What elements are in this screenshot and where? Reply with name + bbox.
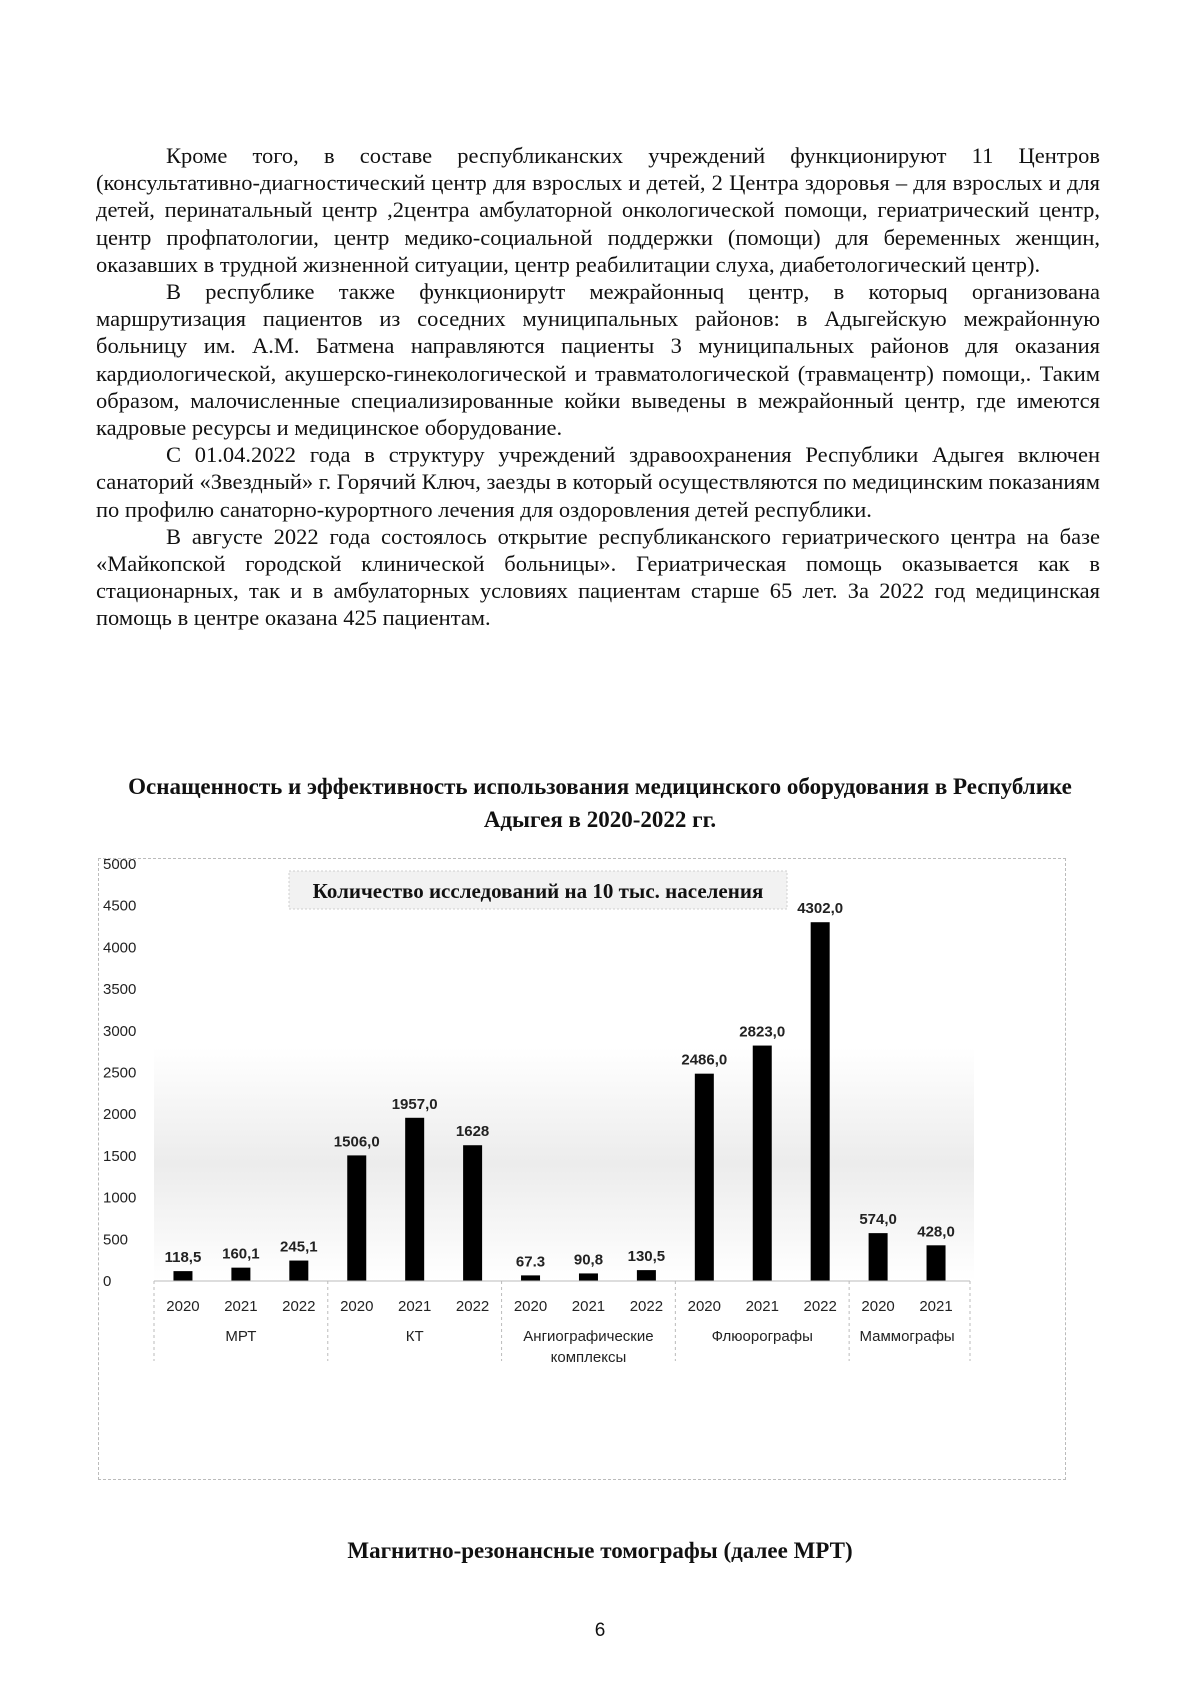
chart-title: Количество исследований на 10 тыс. населения (312, 879, 764, 903)
bar-value-label: 245,1 (280, 1238, 318, 1256)
plot-background (154, 1047, 974, 1281)
bar (173, 1271, 192, 1281)
bar-value-label: 1957,0 (391, 1095, 438, 1113)
x-tick-label: 2021 (745, 1298, 779, 1315)
bar (463, 1145, 482, 1281)
bar (695, 1074, 714, 1281)
paragraph-interdistrict-center: В республике также функционируtт межрайонныq центр, в которыq организована маршрутизация пациентов из соседних муниципальных районов: в Адыгейскую межрайонную больницу им. А.М. Батмена направляются пациенты 3 муниципальных районов для оказания кардиологической, акушерско-гинекологической и травматологической (травмацентр) помощи,. Таким образом, малочисленные специализированные койки выведены в межрайонный центр, где имеются кадровые ресурсы и медицинское оборудование. (96, 279, 1100, 441)
x-tick-label: 2021 (571, 1298, 606, 1315)
x-tick-label: 2021 (224, 1298, 258, 1315)
y-tick-label: 3000 (103, 1022, 137, 1040)
chart-canvas (99, 859, 1065, 1479)
x-tick-label: 2022 (803, 1298, 837, 1315)
x-tick-label: 2020 (861, 1298, 895, 1315)
group-label: Ангиографические (523, 1328, 654, 1345)
bar-value-label: 160,1 (222, 1245, 260, 1263)
bar-value-label: 2486,0 (681, 1051, 728, 1069)
x-tick-label: 2021 (919, 1298, 953, 1315)
x-tick-label: 2020 (513, 1298, 548, 1315)
y-tick-label: 2000 (103, 1106, 137, 1124)
paragraph-geriatric-center: В августе 2022 года состоялось открытие республиканского гериатрического центра на базе «Майкопской городской клинической больницы». Гериатрическая помощь оказывается как в стационарных, так и в амбулаторных условиях пациентам старше 65 лет. За 2022 год медицинская помощь в центре оказана 425 пациентам. (96, 523, 1100, 631)
equipment-chart (98, 858, 1066, 1480)
x-tick-label: 2020 (166, 1298, 200, 1315)
bar (927, 1245, 946, 1281)
bar-value-label: 428,0 (917, 1223, 955, 1241)
x-tick-label: 2021 (397, 1298, 432, 1315)
bar-value-label: 130,5 (627, 1248, 666, 1266)
bar (347, 1155, 366, 1281)
bar-value-label: 574,0 (859, 1211, 897, 1229)
bar-value-label: 4302,0 (797, 900, 844, 918)
x-tick-label: 2022 (455, 1298, 490, 1315)
bar (289, 1261, 308, 1281)
bar (811, 922, 830, 1281)
bar-value-label: 118,5 (164, 1249, 202, 1267)
x-tick-label: 2020 (340, 1298, 374, 1315)
group-label: Флюорографы (711, 1328, 813, 1345)
y-tick-label: 4500 (103, 897, 137, 915)
bar (579, 1273, 598, 1281)
bar-value-label: 1506,0 (333, 1133, 380, 1151)
y-tick-label: 3500 (103, 981, 137, 999)
y-tick-label: 5000 (103, 859, 137, 873)
group-label: комплексы (550, 1349, 627, 1366)
mri-caption: Магнитно-резонансные томографы (далее МРТ) (347, 1538, 853, 1563)
bar-value-label: 90,8 (573, 1251, 604, 1269)
x-tick-label: 2022 (629, 1298, 664, 1315)
bar (521, 1275, 540, 1281)
bar (405, 1118, 424, 1281)
bar (869, 1233, 888, 1281)
y-tick-label: 4000 (103, 939, 137, 957)
y-tick-label: 1000 (103, 1189, 137, 1207)
bar (753, 1046, 772, 1281)
paragraph-centers: Кроме того, в составе республиканских учреждений функционируют 11 Центров (консультативно-диагностический центр для взрослых и детей, 2 Центра здоровья – для взрослых и для детей, перинатальный центр ,2центра амбулаторной онкологической помощи, гериатрический центр, центр профпатологии, центр медико-социальной поддержки (помощи) для беременных женщин, оказавших в трудной жизненной ситуации, центр реабилитации слуха, диабетологический центр). (96, 143, 1100, 277)
y-tick-label: 1500 (103, 1147, 137, 1165)
x-tick-label: 2022 (282, 1298, 316, 1315)
bar-value-label: 2823,0 (739, 1023, 786, 1041)
bar-value-label: 1628 (455, 1123, 490, 1141)
bar (231, 1268, 250, 1281)
paragraph-sanatorium: С 01.04.2022 года в структуру учреждений здравоохранения Республики Адыгея включен санаторий «Звездный» г. Горячий Ключ, заезды в который осуществляются по медицинским показаниям по профилю санаторно-курортного лечения для оздоровления детей республики. (96, 442, 1100, 522)
y-tick-label: 0 (103, 1273, 112, 1290)
group-label: КТ (405, 1328, 424, 1345)
x-tick-label: 2020 (687, 1298, 722, 1315)
body-text (96, 142, 1100, 632)
group-label: Маммографы (859, 1328, 955, 1345)
group-label: МРТ (225, 1328, 257, 1345)
section-title: Оснащенность и эффективность использования медицинского оборудования в Республике Адыгея в 2020-2022 гг. (128, 774, 1072, 832)
y-tick-label: 500 (103, 1231, 129, 1249)
bar (637, 1270, 656, 1281)
page-number: 6 (594, 1620, 606, 1641)
y-tick-label: 2500 (103, 1064, 137, 1082)
bar-value-label: 67.3 (515, 1253, 546, 1271)
